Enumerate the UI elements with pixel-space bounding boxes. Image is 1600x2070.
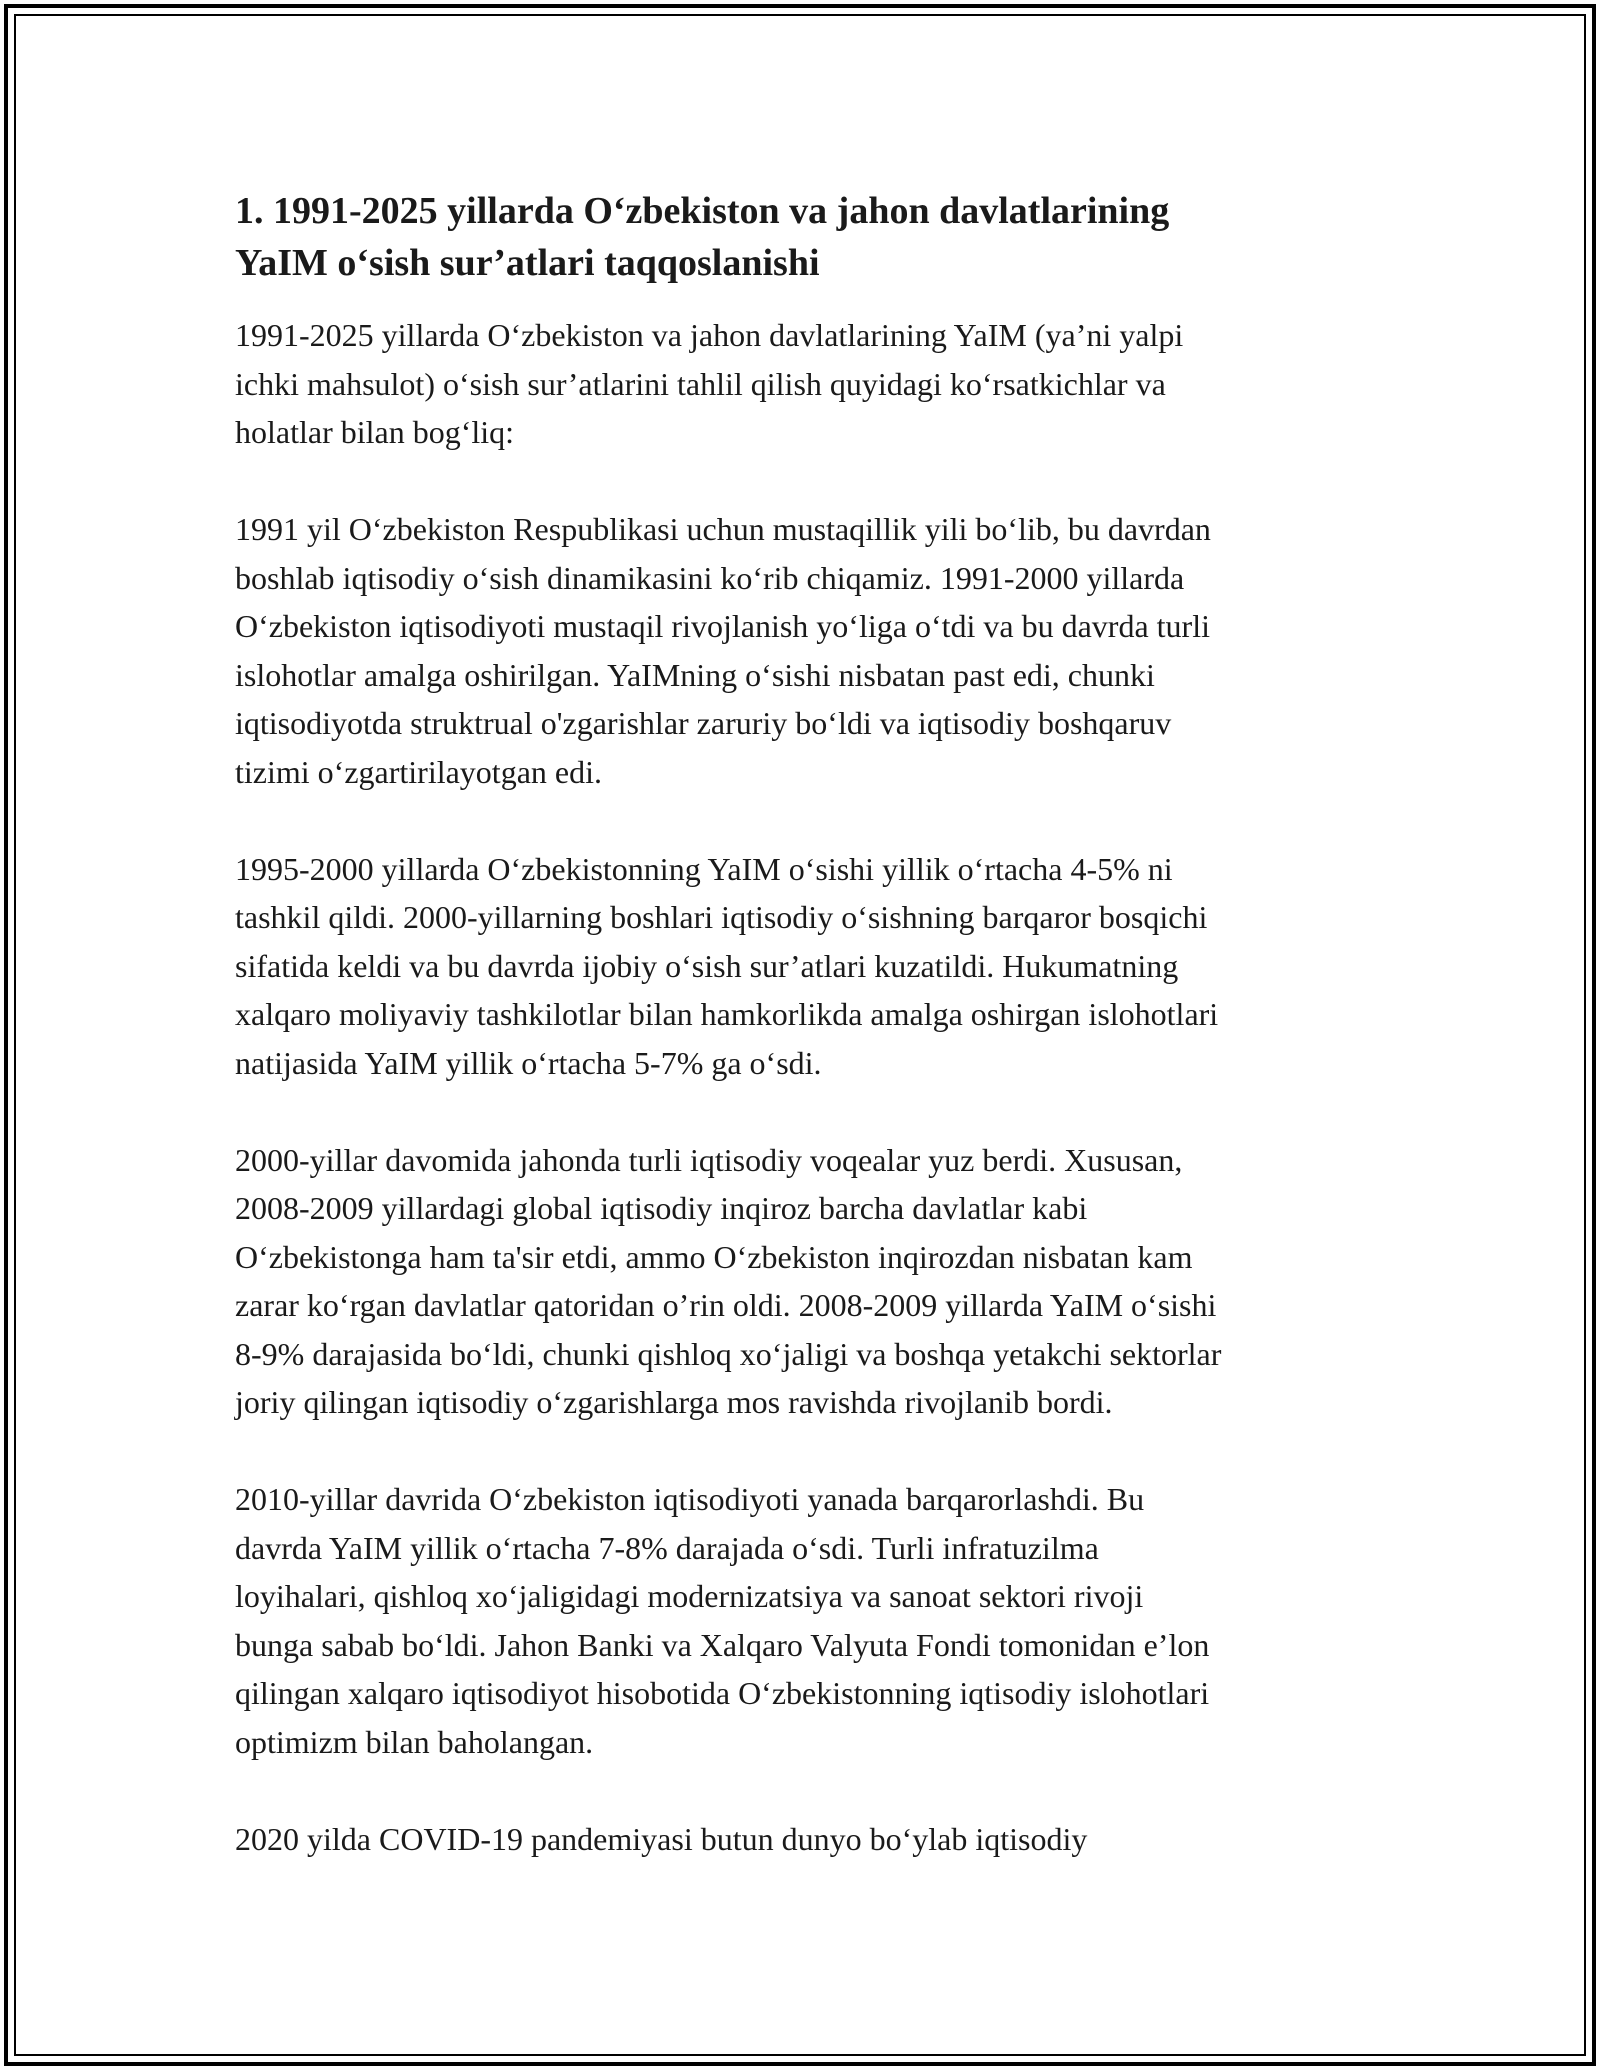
paragraph-2010s: 2010-yillar davrida O‘zbekiston iqtisodiyoti yanada barqarorlashdi. Bu davrda YaIM yillik o‘rtacha 7-8% darajada o‘sdi. Turli infratuzilma loyihalari, qishloq xo‘jaligidagi modernizatsiya va sanoat sektori rivoji bunga sabab bo‘ldi. Jahon Banki va Xalqaro Valyuta Fondi tomonidan e’lon qilingan xalqaro iqtisodiyot hisobotida O‘zbekistonning iqtisodiy islohotlari optimizm bilan baholangan.: [235, 1481, 1210, 1760]
paragraph-intro: 1991-2025 yillarda O‘zbekiston va jahon davlatlarining YaIM (ya’ni yalpi ichki mahsulot) o‘sish sur’atlarini tahlil qilish quyidagi ko‘rsatkichlar va holatlar bilan bog‘liq:: [235, 317, 1184, 450]
paragraph-2000s: 2000-yillar davomida jahonda turli iqtisodiy voqealar yuz berdi. Xususan, 2008-2009 yillardagi global iqtisodiy inqiroz barcha davlatlar kabi O‘zbekistonga ham ta'sir etdi, ammo O‘zbekiston inqirozdan nisbatan kam zarar ko‘rgan davlatlar qatoridan o’rin oldi. 2008-2009 yillarda YaIM o‘sishi 8-9% darajasida bo‘ldi, chunki qishloq xo‘jaligi va boshqa yetakchi sektorlar joriy qilingan iqtisodiy o‘zgarishlarga mos ravishda rivojlanib bordi.: [235, 1141, 1222, 1420]
document-body: [235, 185, 1375, 1912]
paragraph-2020: 2020 yilda COVID-19 pandemiyasi butun dunyo bo‘ylab iqtisodiy: [235, 1820, 1088, 1857]
paragraph-1991: 1991 yil O‘zbekiston Respublikasi uchun mustaqillik yili bo‘lib, bu davrdan boshlab iqtisodiy o‘sish dinamikasini ko‘rib chiqamiz. 1991-2000 yillarda O‘zbekiston iqtisodiyoti mustaqil rivojlanish yo‘liga o‘tdi va bu davrda turli islohotlar amalga oshirilgan. YaIMning o‘sishi nisbatan past edi, chunki iqtisodiyotda struktrual o'zgarishlar zaruriy bo‘ldi va iqtisodiy boshqaruv tizimi o‘zgartirilayotgan edi.: [235, 511, 1211, 790]
paragraph-1995-2000: 1995-2000 yillarda O‘zbekistonning YaIM o‘sishi yillik o‘rtacha 4-5% ni tashkil qildi. 2000-yillarning boshlari iqtisodiy o‘sishning barqaror bosqichi sifatida keldi va bu davrda ijobiy o‘sish sur’atlari kuzatildi. Hukumatning xalqaro moliyaviy tashkilotlar bilan hamkorlikda amalga oshirgan islohotlari natijasida YaIM yillik o‘rtacha 5-7% ga o‘sdi.: [235, 850, 1219, 1081]
section-heading: 1. 1991-2025 yillarda O‘zbekiston va jahon davlatlarining YaIM o‘sish sur’atlari taqqoslanishi: [235, 190, 1170, 284]
